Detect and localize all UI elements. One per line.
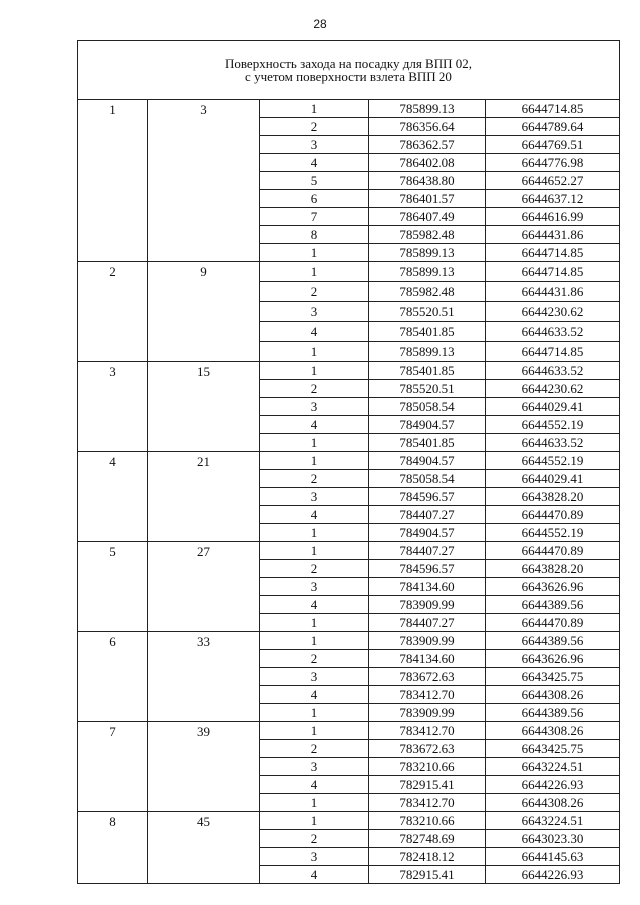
table-row	[78, 100, 620, 118]
group-number: 4	[109, 454, 116, 469]
point-number: 1	[260, 262, 369, 282]
x-coordinate: 785899.13	[369, 244, 486, 262]
y-coordinate: 6644637.12	[486, 190, 620, 208]
x-coordinate: 785401.85	[369, 322, 486, 342]
point-number: 5	[260, 172, 369, 190]
y-coordinate: 6643425.75	[486, 668, 620, 686]
point-number: 3	[260, 758, 369, 776]
group-number-cell	[78, 722, 148, 812]
x-coordinate: 786438.80	[369, 172, 486, 190]
y-coordinate: 6644431.86	[486, 282, 620, 302]
table-row	[78, 632, 620, 650]
point-number: 1	[260, 452, 369, 470]
x-coordinate: 782915.41	[369, 866, 486, 884]
x-coordinate: 786362.57	[369, 136, 486, 154]
group-number-cell	[78, 100, 148, 262]
y-coordinate: 6644769.51	[486, 136, 620, 154]
y-coordinate: 6644230.62	[486, 380, 620, 398]
x-coordinate: 785982.48	[369, 282, 486, 302]
y-coordinate: 6644470.89	[486, 506, 620, 524]
y-coordinate: 6644714.85	[486, 262, 620, 282]
point-number: 3	[260, 398, 369, 416]
title-line-1: Поверхность захода на посадку для ВПП 02,	[224, 56, 473, 71]
y-coordinate: 6644308.26	[486, 722, 620, 740]
x-coordinate: 786401.57	[369, 190, 486, 208]
point-number: 4	[260, 322, 369, 342]
point-number: 2	[260, 282, 369, 302]
point-number: 7	[260, 208, 369, 226]
x-coordinate: 786402.08	[369, 154, 486, 172]
y-coordinate: 6644389.56	[486, 596, 620, 614]
x-coordinate: 782915.41	[369, 776, 486, 794]
x-coordinate: 784407.27	[369, 542, 486, 560]
point-number: 6	[260, 190, 369, 208]
y-coordinate: 6644308.26	[486, 794, 620, 812]
point-number: 2	[260, 830, 369, 848]
x-coordinate: 783412.70	[369, 686, 486, 704]
x-coordinate: 783412.70	[369, 794, 486, 812]
group-reference: 33	[197, 634, 210, 649]
page-number: 28	[313, 17, 327, 31]
point-number: 2	[260, 118, 369, 136]
point-number: 1	[260, 542, 369, 560]
group-number: 2	[109, 264, 116, 279]
point-number: 3	[260, 136, 369, 154]
group-reference-cell	[148, 452, 260, 542]
x-coordinate: 784407.27	[369, 614, 486, 632]
y-coordinate: 6644470.89	[486, 542, 620, 560]
x-coordinate: 786407.49	[369, 208, 486, 226]
group-number-cell	[78, 812, 148, 884]
point-number: 2	[260, 650, 369, 668]
x-coordinate: 784904.57	[369, 452, 486, 470]
y-coordinate: 6644633.52	[486, 322, 620, 342]
point-number: 1	[260, 244, 369, 262]
x-coordinate: 784134.60	[369, 578, 486, 596]
group-reference: 3	[200, 102, 207, 117]
y-coordinate: 6644230.62	[486, 302, 620, 322]
x-coordinate: 785899.13	[369, 262, 486, 282]
group-reference-cell	[148, 362, 260, 452]
x-coordinate: 783210.66	[369, 812, 486, 830]
y-coordinate: 6644776.98	[486, 154, 620, 172]
x-coordinate: 783210.66	[369, 758, 486, 776]
group-reference: 39	[197, 724, 210, 739]
x-coordinate: 783909.99	[369, 596, 486, 614]
table-row	[78, 452, 620, 470]
x-coordinate: 784904.57	[369, 524, 486, 542]
y-coordinate: 6643224.51	[486, 758, 620, 776]
group-number: 7	[109, 724, 116, 739]
y-coordinate: 6643023.30	[486, 830, 620, 848]
y-coordinate: 6644470.89	[486, 614, 620, 632]
x-coordinate: 785401.85	[369, 434, 486, 452]
point-number: 1	[260, 342, 369, 362]
y-coordinate: 6644552.19	[486, 416, 620, 434]
point-number: 4	[260, 154, 369, 172]
group-reference-cell	[148, 812, 260, 884]
table-row	[78, 262, 620, 282]
y-coordinate: 6644029.41	[486, 470, 620, 488]
title-line-2: с учетом поверхности взлета ВПП 20	[245, 69, 452, 84]
y-coordinate: 6644431.86	[486, 226, 620, 244]
group-number-cell	[78, 632, 148, 722]
group-number: 5	[109, 544, 116, 559]
x-coordinate: 784596.57	[369, 560, 486, 578]
y-coordinate: 6644029.41	[486, 398, 620, 416]
table-row	[78, 812, 620, 830]
group-reference: 15	[197, 364, 210, 379]
table-row	[78, 542, 620, 560]
y-coordinate: 6644226.93	[486, 776, 620, 794]
point-number: 3	[260, 668, 369, 686]
point-number: 2	[260, 560, 369, 578]
group-reference: 27	[197, 544, 210, 559]
group-number-cell	[78, 452, 148, 542]
table-title-row	[78, 41, 620, 100]
x-coordinate: 782748.69	[369, 830, 486, 848]
x-coordinate: 783672.63	[369, 668, 486, 686]
y-coordinate: 6644308.26	[486, 686, 620, 704]
y-coordinate: 6644633.52	[486, 362, 620, 380]
x-coordinate: 786356.64	[369, 118, 486, 136]
y-coordinate: 6644145.63	[486, 848, 620, 866]
group-number: 8	[109, 814, 116, 829]
point-number: 4	[260, 416, 369, 434]
group-reference: 9	[200, 264, 207, 279]
group-number: 6	[109, 634, 116, 649]
point-number: 2	[260, 380, 369, 398]
x-coordinate: 785058.54	[369, 398, 486, 416]
group-reference-cell	[148, 542, 260, 632]
point-number: 1	[260, 722, 369, 740]
x-coordinate: 785520.51	[369, 380, 486, 398]
x-coordinate: 785058.54	[369, 470, 486, 488]
y-coordinate: 6643828.20	[486, 560, 620, 578]
group-number-cell	[78, 542, 148, 632]
point-number: 1	[260, 434, 369, 452]
y-coordinate: 6644552.19	[486, 524, 620, 542]
y-coordinate: 6644714.85	[486, 244, 620, 262]
x-coordinate: 785982.48	[369, 226, 486, 244]
point-number: 1	[260, 704, 369, 722]
point-number: 1	[260, 524, 369, 542]
group-number: 3	[109, 364, 116, 379]
point-number: 3	[260, 488, 369, 506]
y-coordinate: 6644652.27	[486, 172, 620, 190]
coordinates-table	[77, 40, 620, 884]
y-coordinate: 6643626.96	[486, 578, 620, 596]
point-number: 1	[260, 632, 369, 650]
table-title	[78, 41, 620, 100]
x-coordinate: 785899.13	[369, 100, 486, 118]
table-row	[78, 722, 620, 740]
y-coordinate: 6644633.52	[486, 434, 620, 452]
point-number: 1	[260, 362, 369, 380]
point-number: 1	[260, 100, 369, 118]
point-number: 4	[260, 776, 369, 794]
point-number: 3	[260, 848, 369, 866]
y-coordinate: 6643224.51	[486, 812, 620, 830]
y-coordinate: 6644714.85	[486, 100, 620, 118]
group-reference-cell	[148, 722, 260, 812]
x-coordinate: 785899.13	[369, 342, 486, 362]
group-number: 1	[109, 102, 116, 117]
group-reference-cell	[148, 632, 260, 722]
x-coordinate: 784596.57	[369, 488, 486, 506]
point-number: 2	[260, 740, 369, 758]
y-coordinate: 6644389.56	[486, 632, 620, 650]
x-coordinate: 784407.27	[369, 506, 486, 524]
x-coordinate: 783909.99	[369, 704, 486, 722]
x-coordinate: 783672.63	[369, 740, 486, 758]
group-reference: 45	[197, 814, 210, 829]
point-number: 4	[260, 866, 369, 884]
point-number: 1	[260, 812, 369, 830]
group-reference-cell	[148, 100, 260, 262]
point-number: 4	[260, 686, 369, 704]
group-reference: 21	[197, 454, 210, 469]
y-coordinate: 6643626.96	[486, 650, 620, 668]
y-coordinate: 6644389.56	[486, 704, 620, 722]
y-coordinate: 6644616.99	[486, 208, 620, 226]
y-coordinate: 6643828.20	[486, 488, 620, 506]
point-number: 3	[260, 302, 369, 322]
y-coordinate: 6644714.85	[486, 342, 620, 362]
x-coordinate: 783412.70	[369, 722, 486, 740]
y-coordinate: 6644789.64	[486, 118, 620, 136]
point-number: 4	[260, 596, 369, 614]
x-coordinate: 782418.12	[369, 848, 486, 866]
group-number-cell	[78, 362, 148, 452]
point-number: 4	[260, 506, 369, 524]
group-reference-cell	[148, 262, 260, 362]
point-number: 1	[260, 794, 369, 812]
point-number: 2	[260, 470, 369, 488]
x-coordinate: 783909.99	[369, 632, 486, 650]
y-coordinate: 6643425.75	[486, 740, 620, 758]
point-number: 3	[260, 578, 369, 596]
y-coordinate: 6644552.19	[486, 452, 620, 470]
x-coordinate: 785520.51	[369, 302, 486, 322]
x-coordinate: 785401.85	[369, 362, 486, 380]
x-coordinate: 784134.60	[369, 650, 486, 668]
point-number: 8	[260, 226, 369, 244]
table-row	[78, 362, 620, 380]
point-number: 1	[260, 614, 369, 632]
y-coordinate: 6644226.93	[486, 866, 620, 884]
x-coordinate: 784904.57	[369, 416, 486, 434]
group-number-cell	[78, 262, 148, 362]
